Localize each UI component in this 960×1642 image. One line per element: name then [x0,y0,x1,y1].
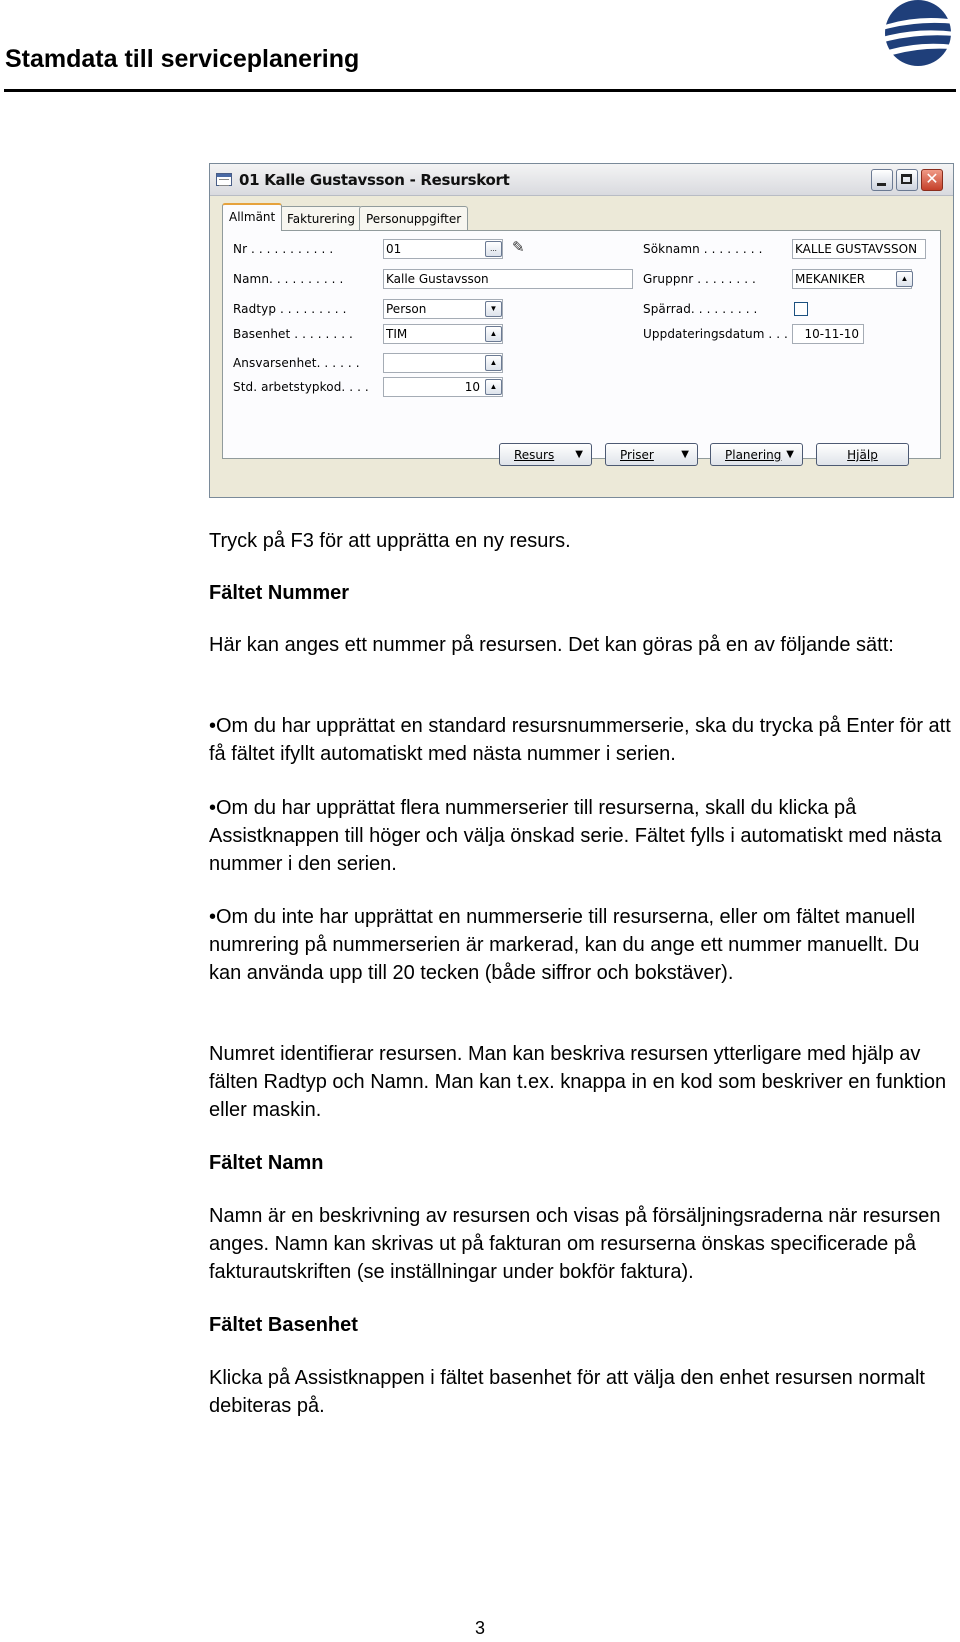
planering-button[interactable]: Planering ▼ [710,443,803,466]
namn-paragraph: Namn är en beskrivning av resursen och visas på försäljningsraderna när resursen anges. Namn kan skrivas ut på fakturan om resurserna önskas specificerade på fakturautskriften (se inställningar under bokför faktura). [209,1205,941,1283]
uppdateringsdatum-label: Uppdateringsdatum . . . [643,327,788,341]
gruppnr-label: Gruppnr . . . . . . . . [643,272,756,286]
bullet-standard-serie: •Om du har upprättat en standard resursnummerserie, ska du trycka på Enter för att få fältet ifyllt automatiskt med nästa nummer i serien. [209,715,951,765]
bullet-manuellt: •Om du inte har upprättat en nummerserie till resurserna, eller om fältet manuell numrering på nummerserien är markerad, kan du ange ett nummer manuellt. Du kan använda upp till 20 tecken (både siffror och bokstäver). [209,906,920,984]
radtyp-label: Radtyp . . . . . . . . . [233,302,347,316]
tab-personuppgifter[interactable]: Personuppgifter [359,206,468,230]
dropdown-arrow-icon: ▼ [575,449,583,460]
hjalp-button[interactable]: Hjälp [816,443,909,466]
page-header [0,0,960,100]
tab-panel-allmant [222,230,941,459]
nr-label: Nr . . . . . . . . . . . [233,242,334,256]
page-title: Stamdata till serviceplanering [5,45,360,73]
form-icon [216,173,232,186]
ansvarsenhet-label: Ansvarsenhet. . . . . . [233,356,360,370]
dropdown-arrow-icon: ▼ [681,449,689,460]
tab-fakturering[interactable]: Fakturering [280,206,362,230]
resurs-button[interactable]: Resurs ▼ [499,443,592,466]
nummer-paragraph: Här kan anges ett nummer på resursen. Det kan göras på en av följande sätt: [209,634,894,656]
priser-button[interactable]: Priser ▼ [605,443,698,466]
lookup-up-arrow-icon[interactable]: ▲ [485,326,502,342]
maximize-icon[interactable] [896,169,918,191]
dropdown-arrow-icon[interactable]: ▼ [485,301,502,317]
lookup-up-arrow-icon[interactable]: ▲ [485,379,502,395]
minimize-icon[interactable] [871,169,893,191]
basenhet-field[interactable]: TIM [383,324,503,344]
nr-field[interactable]: 01 [383,239,503,259]
basenhet-label: Basenhet . . . . . . . . [233,327,353,341]
header-divider [4,89,956,92]
tab-allmant[interactable]: Allmänt [222,203,282,231]
uppdateringsdatum-field[interactable]: 10-11-10 [792,324,864,344]
numret-paragraph: Numret identifierar resursen. Man kan beskriva resursen ytterligare med hjälp av fälten Radtyp och Namn. Man kan t.ex. knappa in en kod som beskriver en funktion eller maskin. [209,1043,947,1121]
std-arbetstypkod-label: Std. arbetstypkod. . . . [233,380,369,394]
basenhet-paragraph: Klicka på Assistknappen i fältet basenhet för att välja den enhet resursen normalt debiteras på. [209,1367,925,1417]
resurskort-window [209,163,954,498]
soknamn-label: Söknamn . . . . . . . . [643,242,763,256]
lookup-up-arrow-icon[interactable]: ▲ [896,271,913,287]
lookup-up-arrow-icon[interactable]: ▲ [485,355,502,371]
ellipsis-icon[interactable]: ... [485,241,502,257]
soknamn-field[interactable]: KALLE GUSTAVSSON [792,239,926,259]
gruppnr-field[interactable]: MEKANIKER [792,269,912,289]
sparrad-label: Spärrad. . . . . . . . . [643,302,758,316]
namn-field[interactable]: Kalle Gustavsson [383,269,633,289]
sparrad-checkbox[interactable] [794,302,808,316]
namn-label: Namn. . . . . . . . . . [233,272,344,286]
window-title: 01 Kalle Gustavsson - Resurskort [239,171,510,189]
pencil-icon[interactable]: ✎ [512,239,525,256]
close-icon[interactable]: ✕ [921,169,943,191]
dropdown-arrow-icon: ▼ [786,449,794,460]
company-logo-icon [878,0,956,70]
heading-faltet-namn: Fältet Namn [209,1152,324,1174]
intro-paragraph: Tryck på F3 för att upprätta en ny resurs. [209,530,571,552]
heading-faltet-nummer: Fältet Nummer [209,582,350,604]
page-number: 3 [474,1618,485,1638]
heading-faltet-basenhet: Fältet Basenhet [209,1314,358,1336]
radtyp-select[interactable]: Person [383,299,503,319]
window-titlebar[interactable] [210,164,953,196]
bullet-flera-serier: •Om du har upprättat flera nummerserier till resurserna, skall du klicka på Assistknappen till höger och välja önskad serie. Fältet fylls i automatiskt med nästa nummer i den serien. [209,797,942,875]
std-arbetstypkod-field[interactable]: 10 [383,377,503,397]
